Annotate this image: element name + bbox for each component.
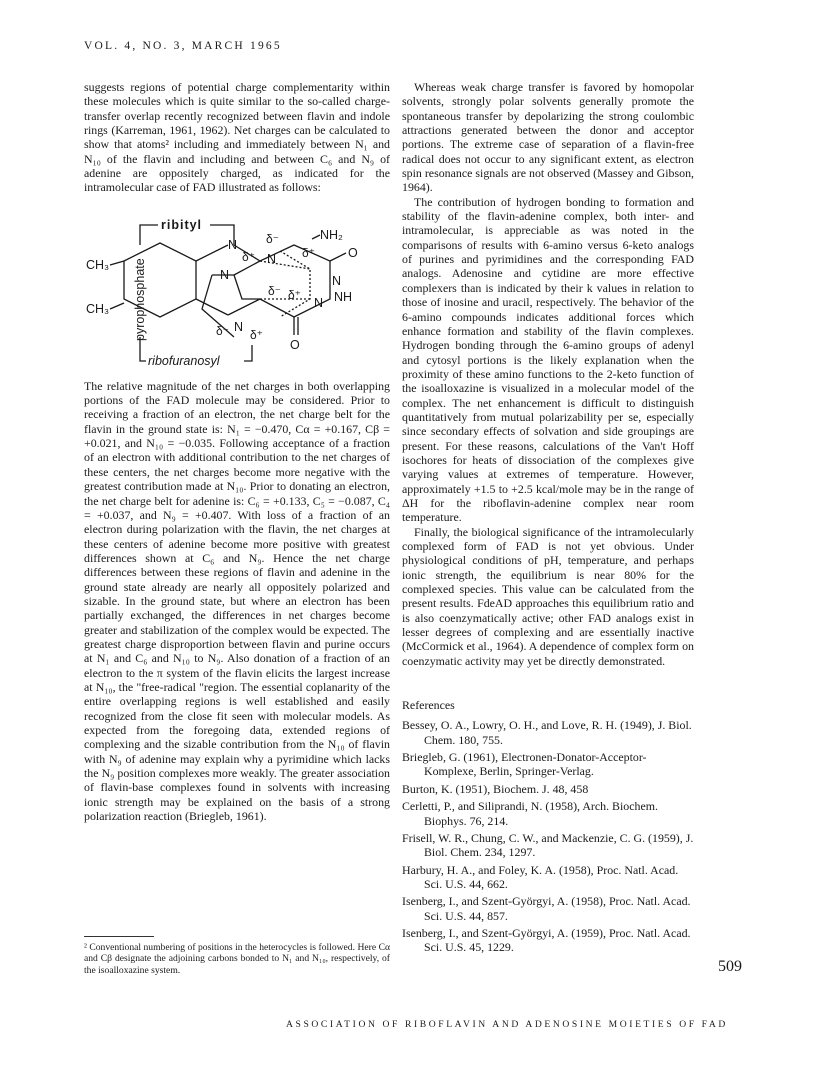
- methyl-label-bottom: CH₃: [86, 301, 110, 316]
- delta-minus-3: δ⁻: [216, 323, 230, 338]
- adenine-ring-dotted: [280, 251, 310, 317]
- pyrophosphate-label: pyrophosphate: [133, 258, 147, 341]
- methyl-bond-bottom: [110, 303, 124, 309]
- n5-label: N: [234, 319, 244, 334]
- n10-label: N: [228, 237, 238, 252]
- delta-plus-2: δ⁺: [302, 245, 316, 260]
- body-paragraph: Finally, the biological significance of the intramolecularly complexed form of FAD is not yet obvious. Under physiological conditions of pH, temperature, and perhaps ionic strength, the equilibrium is near 80% for the complexed species. This value can be calculated from the present results. FdeAD approaches this equilibrium ratio and is also coenzymatically active; other FAD analogs exist in lesser degrees of complexing and are essentially inactive (McCormick et al., 1964). A dependence of complex form on coenzymatic activity may yet be directly demonstrated.: [402, 524, 694, 668]
- nh-label: NH: [334, 289, 353, 304]
- n9-label: N: [220, 267, 230, 282]
- n1-label: N: [267, 251, 277, 266]
- fad-structure-figure: [84, 199, 390, 373]
- amine-bond: [312, 235, 320, 239]
- ribofuranosyl-label: ribofuranosyl: [148, 353, 220, 368]
- reference-item: Burton, K. (1951), Biochem. J. 48, 458: [402, 781, 589, 796]
- reference-item: Isenberg, I., and Szent-Györgyi, A. (1959), Proc. Natl. Acad. Sci. U.S. 45, 1229.: [402, 925, 691, 955]
- running-foot: ASSOCIATION OF RIBOFLAVIN AND ADENOSINE MOIETIES OF FAD: [286, 1019, 728, 1030]
- delta-plus-3: δ⁺: [288, 287, 302, 302]
- n3-label: N: [332, 273, 342, 288]
- left-column: [84, 80, 390, 823]
- running-head: VOL. 4, NO. 3, MARCH 1965: [84, 40, 282, 52]
- reference-item: Isenberg, I., and Szent-Györgyi, A. (1958), Proc. Natl. Acad. Sci. U.S. 44, 857.: [402, 894, 691, 923]
- ribofuranosyl-bracket-right: [244, 345, 252, 361]
- footnote: [84, 936, 390, 976]
- reference-item: Briegleb, G. (1961), Electronen-Donator-Acceptor-Komplexe, Berlin, Springer-Verlag.: [402, 750, 647, 779]
- body-paragraph: The contribution of hydrogen bonding to formation and stability of the flavin-adenine complex, both inter- and intramolecular, is appreciable as was noted in the comparisons of results with 6-amino versus 6-keto analogs of purines and pyrimidines and the corresponding FAD analogs. Adenosine and cytidine are more effective complexers than is indicated by their k values in relation to those of inosine and uracil, respectively. The behavior of the 6-amino compounds indicates additional forces which enhance formation and stability of the flavin complexes. Hydrogen bonding through the 6-amino groups of adenyl and cytosyl portions is the likely explanation when the proximity of these amino functions to the 2-keto function of the isoalloxazine is visualized in a molecular model of the complex. The net enhancement is difficult to distinguish quantitatively from mutual polarizability per se, especially since secondary effects of solvation and side groupings are present. For these reasons, calculations of the Van't Hoff isochores for heats of dissociation of the complexes give varying values at extremes of temperature. However, approximately +1.5 to +2.5 kcal/mole may be in the range of ΔH for the riboflavin-adenine complex near room temperature.: [402, 194, 694, 525]
- carbonyl-bond-top: [330, 253, 346, 261]
- delta-minus-2: δ⁻: [268, 283, 282, 298]
- delta-minus-1: δ⁻: [266, 231, 280, 246]
- reference-item: Cerletti, P., and Siliprandi, N. (1958), Arch. Biochem. Biophys. 76, 214.: [402, 799, 658, 828]
- body-paragraph: Whereas weak charge transfer is favored by homopolar solvents, strongly polar solvents generally promote the spontaneous transfer by depolarizing the strong coulombic attractions generated between the donor and acceptor portions. The extreme case of separation of a flavin-free radical does not occur to any significant extent, as electron spin resonance signals are not observed (Massey and Gibson, 1964).: [402, 80, 694, 195]
- page-number: 509: [718, 958, 742, 975]
- footnote-text: ² Conventional numbering of positions in the heterocycles is followed. Here Cα and Cβ designate the adjoining carbons bonded to N₁ and N₁₀, respectively, of the isoalloxazine system.: [84, 942, 390, 976]
- delta-plus-1: δ⁺: [242, 249, 256, 264]
- references-heading: References: [402, 698, 455, 713]
- oxygen-label-bottom: O: [290, 337, 300, 352]
- delta-plus-4: δ⁺: [250, 327, 264, 342]
- oxygen-label-top: O: [348, 245, 358, 260]
- reference-item: Frisell, W. R., Chung, C. W., and Mackenzie, C. G. (1959), J. Biol. Chem. 234, 1297.: [402, 830, 694, 860]
- body-paragraph: suggests regions of potential charge complementarity within these molecules which is quite similar to the so-called charge-transfer overlap recently recognized between flavin and indole rings (Karreman, 1961, 1962). Net charges can be calculated to show that atoms² including and immediately between N₁ and N₁₀ of the flavin and including and between C₆ and N₉ of adenine are oppositely charged, as indicated for the intramolecular case of FAD illustrated as follows:: [84, 80, 390, 195]
- ribityl-label: ribityl: [161, 217, 203, 232]
- reference-item: Harbury, H. A., and Foley, K. A. (1958), Proc. Natl. Acad. Sci. U.S. 44, 662.: [402, 862, 679, 891]
- right-column: [402, 80, 694, 958]
- body-paragraph: The relative magnitude of the net charges in both overlapping portions of the FAD molecule may be considered. Prior to receiving a fraction of an electron, the net charge belt for the flavin in the ground state is: N₁ = −0.470, Cα = +0.167, Cβ = +0.021, and N₁₀ = −0.035. Following acceptance of a fraction of an electron with additional contribution to the net charges of these centers, the net charges become more negative with the greatest contribution made at N₁₀. Prior to donating an electron, the net charge belt for adenine is: C₆ = +0.133, C₅ = −0.087, C₄ = +0.037, and N₉ = +0.407. With loss of a fraction of an electron during polarization with the flavin, the net charges at these centers of adenine become more positive with greatest differences shown at C₆ and N₉. Hence the net charge differences between these regions of flavin and adenine in the ground state already are nearly all oppositely polarized and sizable. In the ground state, but where an electron has been partially exchanged, the differences in net charges become greater and stabilization of the complex would be expected. The greatest charge disproportion between flavin and purine occurs at N₁ and C₆ and N₁₀ to N₉. Also donation of a fraction of an electron to the π system of the flavin elicits the largest increase at N₁₀, the "free-radical "region. The essential coplanarity of the entire overlapping regions is well established and easily recognized from the close fit seen with molecular models. As expected from the foregoing data, extended regions of complexing and the sizable contribution from the N₁₀ of flavin with N₉ of adenine may explain why a pyrimidine which lacks the N₉ position complexes more weakly. The greater association of flavin-base complexes found in solvents with increasing ionic strength may be explained on the basis of a strong polarization reaction (Briegleb, 1961).: [84, 378, 390, 824]
- footnote-rule: [84, 936, 154, 937]
- fad-structure-diagram: [84, 199, 390, 373]
- ribityl-bracket-left: [140, 225, 158, 245]
- n-ring-label: N: [314, 295, 324, 310]
- adenine-imidazole: [234, 261, 260, 299]
- methyl-bond-top: [110, 261, 124, 265]
- methyl-label-top: CH₃: [86, 257, 110, 272]
- reference-item: Bessey, O. A., Lowry, O. H., and Love, R. H. (1949), J. Biol. Chem. 180, 755.: [402, 718, 692, 747]
- nh2-label: NH₂: [320, 227, 343, 242]
